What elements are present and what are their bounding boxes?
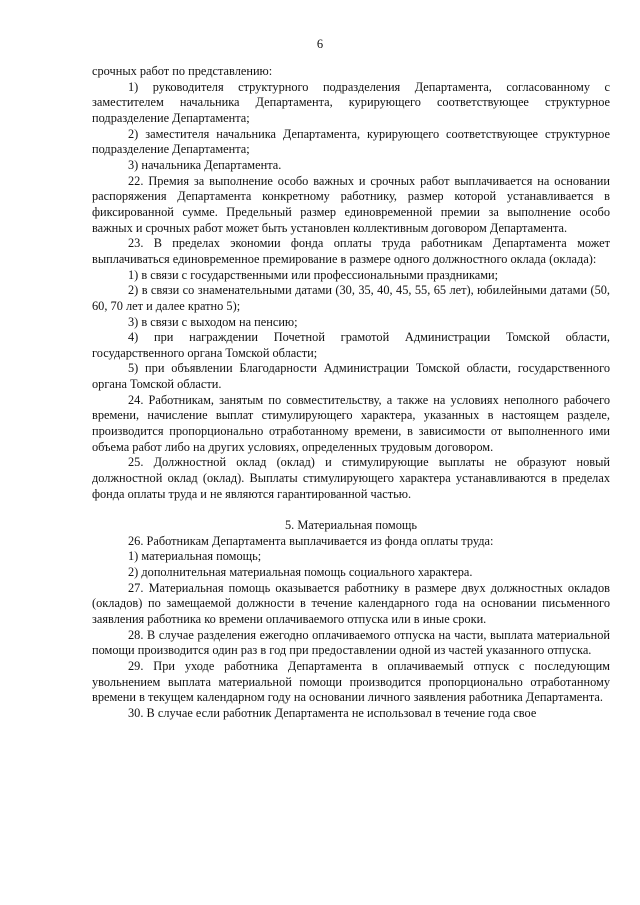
paragraph: 1) материальная помощь; <box>128 549 262 564</box>
paragraph: срочных работ по представлению: <box>92 64 273 78</box>
section-gap <box>92 502 610 518</box>
document-body <box>92 64 610 722</box>
page-number: 6 <box>316 37 324 51</box>
paragraph: 24. Работникам, занятым по совместительству, а также на условиях неполного рабочего времени, начисление выплат стимулирующего характера, указанных в настоящем разделе, производится пропорционально отработанному времени, в зависимости от выполненного ими объема работ либо на других условиях, определенных трудовым договором. <box>92 392 610 454</box>
paragraph: 3) в связи с выходом на пенсию; <box>128 314 298 329</box>
paragraph: 3) начальника Департамента. <box>128 157 282 172</box>
paragraph: 2) дополнительная материальная помощь социального характера. <box>128 565 473 579</box>
paragraph: 27. Материальная помощь оказывается работнику в размере двух должностных окладов (окладов) по замещаемой должности в течение календарного года на основании письменного заявления работника ко времени оплачиваемого отпуска или в иные сроки. <box>92 580 610 626</box>
paragraph: 25. Должностной оклад (оклад) и стимулирующие выплаты не образуют новый должностной оклад (оклад). Выплаты стимулирующего характера устанавливаются в пределах фонда оплаты труда и не являются гарантированной частью. <box>92 455 610 501</box>
paragraph: 22. Премия за выполнение особо важных и срочных работ выплачивается на основании распоряжения Департамента конкретному работнику, размер которой устанавливается в фиксированной сумме. Предельный размер единовременной премии за выполнение особо важных и срочных работ может быть установлен коллективным договором Департамента. <box>92 173 610 235</box>
paragraph: 2) заместителя начальника Департамента, курирующего соответствующее структурное подразделение Департамента; <box>92 126 610 157</box>
paragraph: 28. В случае разделения ежегодно оплачиваемого отпуска на части, выплата материальной помощи производится один раз в год при предоставлении одной из частей указанного отпуска. <box>92 627 610 658</box>
paragraph: 30. В случае если работник Департамента не использовал в течение года свое <box>128 705 537 720</box>
section-4-continuation <box>92 64 610 502</box>
paragraph: 29. При уходе работника Департамента в оплачиваемый отпуск с последующим увольнением выплата материальной помощи производится пропорционально отработанному времени в текущем календарном году на основании личного заявления работника Департамента. <box>92 658 610 705</box>
paragraph: 26. Работникам Департамента выплачивается из фонда оплаты труда: <box>128 533 494 548</box>
paragraph: 4) при награждении Почетной грамотой Администрации Томской области, государственного органа Томской области; <box>92 330 610 360</box>
section-5-body <box>92 534 610 722</box>
paragraph: 1) руководителя структурного подразделения Департамента, согласованному с заместителем начальника Департамента, курирующего соответствующее структурное подразделение Департамента; <box>92 79 610 125</box>
paragraph: 2) в связи со знаменательными датами (30, 35, 40, 45, 55, 65 лет), юбилейными датами (50, 60, 70 лет и далее кратно 5); <box>92 283 610 313</box>
paragraph: 1) в связи с государственными или профессиональными праздниками; <box>128 267 499 282</box>
paragraph: 5) при объявлении Благодарности Администрации Томской области, государственного органа Томской области. <box>92 361 610 392</box>
paragraph: 23. В пределах экономии фонда оплаты труда работникам Департамента может выплачиваться единовременное премирование в размере одного должностного оклада (оклада): <box>92 236 610 266</box>
section-heading: 5. Материальная помощь <box>284 518 417 533</box>
